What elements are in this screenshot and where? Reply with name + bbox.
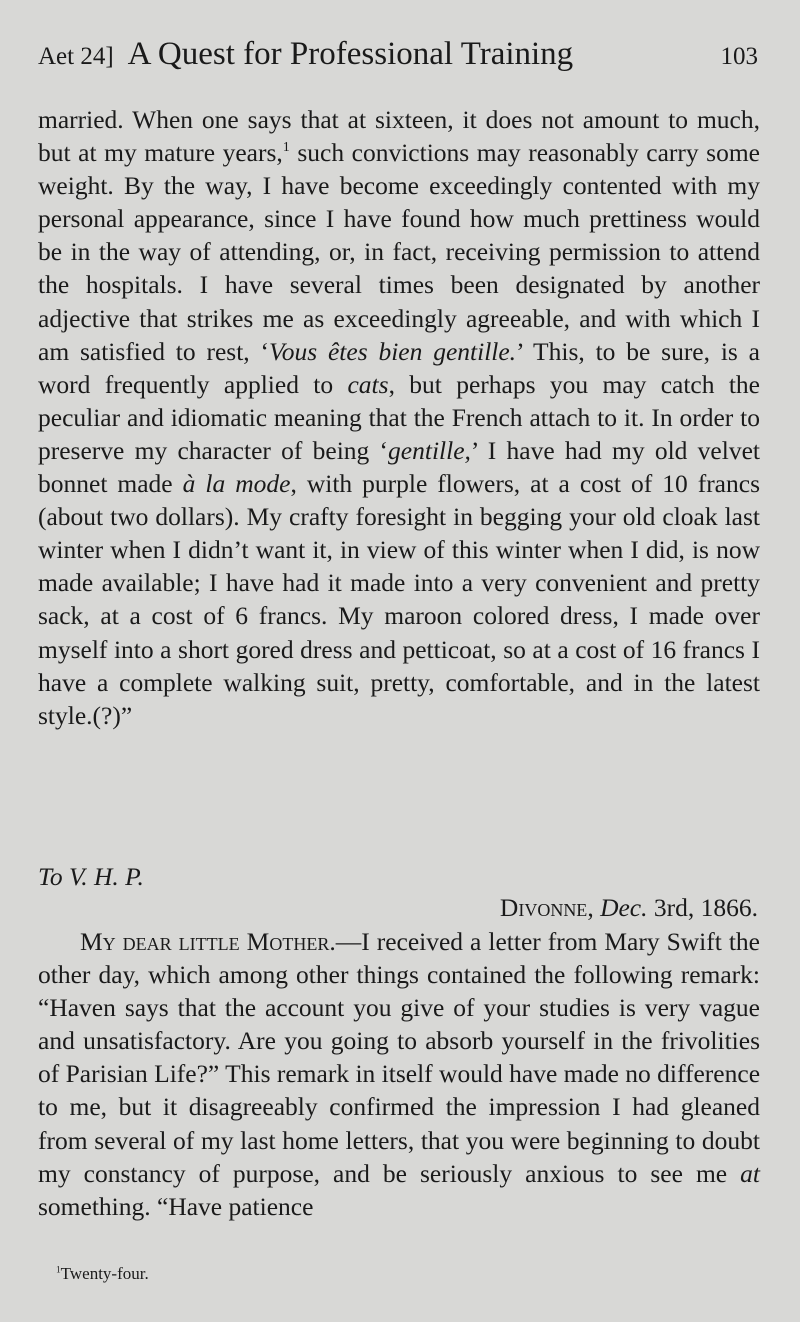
letter-body [38,925,760,1223]
letter-dateline [500,893,758,923]
text-run: something. “Have patience [38,1191,314,1221]
main-text [38,103,760,732]
italic-phrase: gentille, [388,435,471,465]
age-marker: Aet 24] [38,43,114,70]
footnote-reference: 1 [282,140,290,156]
text-run: such convictions may reasonably carry some weight. By the way, I have become exceedingly contented with my personal appearance, since I have found how much prettiness would be in the way of attending, or, in fact, receiving permission to attend the hospitals. I have several times been designated by another adjective that strikes me as exceedingly agreeable, and with which I am satisfied to rest, ‘ [38,138,761,366]
page-number: 103 [720,43,758,70]
text-run: ’ I have had my old velvet bonnet made [38,435,760,499]
italic-phrase: à la mode [182,469,291,499]
footnote-mark: 1 [56,1265,61,1276]
italic-phrase: at [740,1158,760,1188]
footnote-text: Twenty-four. [60,1264,149,1283]
letter-recipient: To V. H. P. [38,862,144,891]
italic-phrase: cats [347,369,389,399]
letter-date: 3rd, 1866. [647,893,758,922]
text-run: , with purple flowers, at a cost of 10 francs (about two dollars). My crafty foresight in begging your old cloak last winter when I didn’t want it, in view of this winter when I did, is now made available; I have had it made into a very convenient and pretty sack, at a cost of 6 francs. My maroon colored dress, I made over myself into a short gored dress and petticoat, so at a cost of 16 francs I have a complete walking suit, pretty, comfortable, and in the latest style.(?)” [38,469,760,730]
letter-salutation: My dear little Mother. [80,927,336,956]
letter-paragraph [38,925,760,1223]
text-run: , but perhaps you may catch the peculiar and idiomatic meaning that the French attach to it. In order to preserve my character of being ‘ [38,369,760,465]
text-run: —I received a letter from Mary Swift the other day, which among other things contained the following remark: “Haven says that the account you give of your studies is very vague and unsatisfactory. Are you going to absorb yourself in the frivolities of Parisian Life?” This remark in itself would have made no difference to me, but it disagreeably confirmed the impression I had gleaned from several of my last home letters, that you were beginning to doubt my constancy of purpose, and be seriously anxious to see me [38,927,761,1188]
chapter-title: A Quest for Professional Training [127,36,574,72]
italic-phrase: Vous êtes bien gentille. [268,336,517,366]
footnote [56,1264,149,1284]
paragraph-continuation [38,103,760,732]
letter-place: Divonne [499,893,588,922]
running-header [38,36,758,73]
text-run: married. When one says that at sixteen, it does not amount to much, but at my mature years, [38,105,760,168]
text-run: ’ This, to be sure, is a word frequently applied to [38,336,760,399]
letter-month: Dec. [600,893,648,922]
text-run: , [587,893,601,922]
